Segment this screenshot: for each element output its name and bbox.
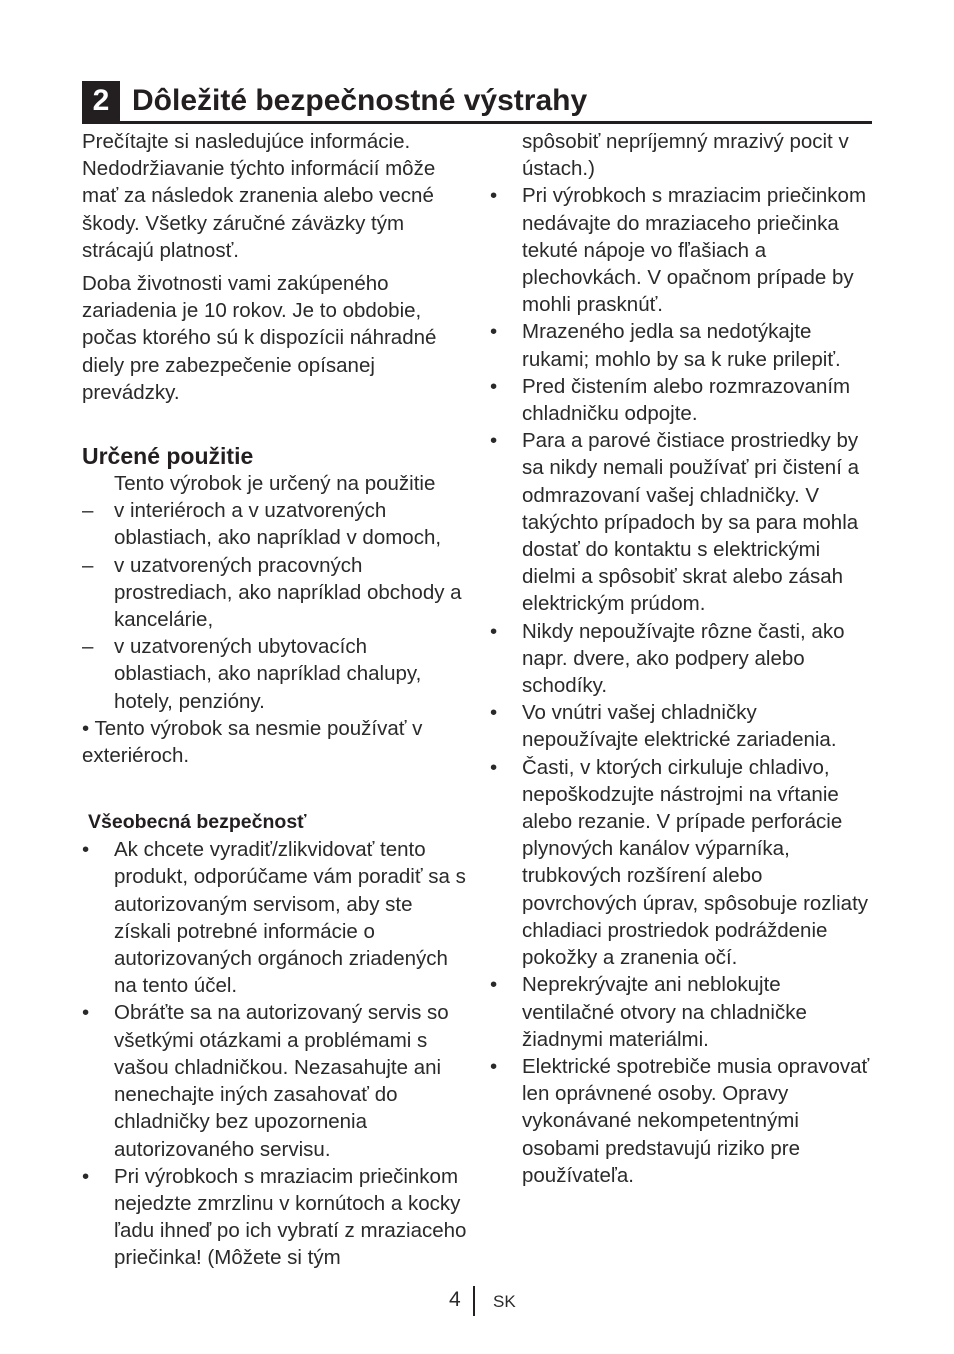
general-safety-list-left	[82, 836, 467, 1271]
list-item: – v uzatvorených ubytovacích oblastiach, ako napríklad chalupy, hotely, penzióny.	[82, 635, 422, 713]
page-number: 4	[449, 1288, 461, 1311]
bullet-marker: •	[490, 374, 498, 398]
bullet-marker: •	[82, 838, 90, 862]
left-column	[82, 128, 467, 1272]
list-item: • Ak chcete vyradiť/zlikvidovať tento produkt, odporúčame vám poradiť sa s autorizovaným servisom, aby ste získali potrebné informácie o autorizovaných orgánoch zriadených na tento účel.	[82, 838, 466, 998]
bullet-marker: •	[82, 1001, 90, 1025]
bullet-marker: •	[490, 755, 498, 779]
list-item: • Pri výrobkoch s mraziacim priečinkom nedávajte do mraziaceho priečinka tekuté nápoje vo fľašiach a plechovkách. V opačnom prípade by mohli prasknúť.	[490, 184, 867, 317]
intended-use-note: • Tento výrobok sa nesmie používať v exteriéroch.	[82, 716, 423, 768]
bullet-marker: •	[490, 184, 498, 208]
footer-divider	[473, 1286, 475, 1316]
list-item: • Vo vnútri vašej chladničky nepoužívajte elektrické zariadenia.	[490, 701, 837, 752]
bullet-marker: •	[490, 619, 498, 643]
header-rule	[82, 121, 872, 124]
list-item: • Para a parové čistiace prostriedky by sa nikdy nemali používať pri čistení a odmrazovaní vašej chladničky. V takýchto prípadoch by sa para mohla dostať do kontaktu s elektrickými dielmi a spôsobiť skrat alebo zásah elektrickým prúdom.	[490, 429, 859, 616]
dash-marker: –	[82, 635, 94, 659]
list-item: • Pred čistením alebo rozmrazovaním chladničku odpojte.	[490, 374, 851, 426]
page-footer	[0, 1286, 954, 1316]
bullet-marker: •	[490, 701, 498, 725]
intended-use-lead: Tento výrobok je určený na použitie	[114, 472, 436, 496]
bullet-marker: •	[490, 973, 498, 997]
list-item: – v interiéroch a v uzatvorených oblastiach, ako napríklad v domoch,	[82, 499, 442, 550]
chapter-title: Dôležité bezpečnostné výstrahy	[132, 84, 588, 117]
dash-marker: –	[82, 553, 94, 577]
chapter-number: 2	[82, 81, 120, 121]
bullet-marker: •	[490, 1054, 498, 1078]
general-safety-heading: Všeobecná bezpečnosť	[88, 811, 307, 834]
intended-use-list	[82, 497, 467, 715]
list-item: – v uzatvorených pracovných prostrediach, ako napríklad obchody a kancelárie,	[82, 553, 462, 632]
list-item: • Neprekrývajte ani neblokujte ventilačné otvory na chladničke žiadnymi materiálmi.	[490, 973, 807, 1051]
continuation-text: spôsobiť nepríjemný mrazivý pocit v ústach.)	[522, 130, 849, 181]
intro-paragraph: Doba životnosti vami zakúpeného zariadenia je 10 rokov. Je to obdobie, počas ktorého sú k dispozícii náhradné diely pre zabezpečenie opísanej prevádzky.	[82, 272, 437, 404]
list-item: • Časti, v ktorých cirkuluje chladivo, nepoškodzujte nástrojmi na vŕtanie alebo rezanie. V prípade perforácie plynových kanálov výparníka, trubkových rozšírení alebo povrchových úprav, spôsobuje rozliaty chladiaci prostriedok podráždenie pokožky a zranenia očí.	[490, 755, 869, 970]
list-item: • Nikdy nepoužívajte rôzne časti, ako napr. dvere, ako podpery alebo schodíky.	[490, 619, 845, 698]
chapter-header	[82, 79, 872, 123]
right-column	[490, 128, 875, 1189]
list-item: • Elektrické spotrebiče musia opravovať len oprávnené osoby. Opravy vykonávané nekompetentnými osobami predstavujú riziko pre používateľa.	[490, 1054, 870, 1187]
bullet-marker: •	[82, 1164, 90, 1188]
general-safety-list-right	[490, 182, 875, 1189]
dash-marker: –	[82, 499, 94, 523]
bullet-marker: •	[490, 320, 498, 344]
language-code: SK	[493, 1292, 516, 1311]
intended-use-heading: Určené použitie	[82, 443, 254, 470]
bullet-marker: •	[490, 429, 498, 453]
list-item: • Obráťte sa na autorizovaný servis so všetkými otázkami a problémami s vašou chladničkou. Nezasahujte ani nenechajte iných zasahovať do chladničky bez upozornenia autorizovaného servisu.	[82, 1001, 449, 1161]
list-item: • Mrazeného jedla sa nedotýkajte rukami; mohlo by sa k ruke prilepiť.	[490, 320, 841, 371]
intro-paragraph: Prečítajte si nasledujúce informácie. Nedodržiavanie týchto informácií môže mať za následok zranenia alebo vecné škody. Všetky záručné záväzky tým strácajú platnosť.	[82, 130, 436, 262]
list-item: • Pri výrobkoch s mraziacim priečinkom nejedzte zmrzlinu v kornútoch a kocky ľadu ihneď po ich vybratí z mraziaceho priečinka! (Môžete si tým	[82, 1164, 467, 1270]
